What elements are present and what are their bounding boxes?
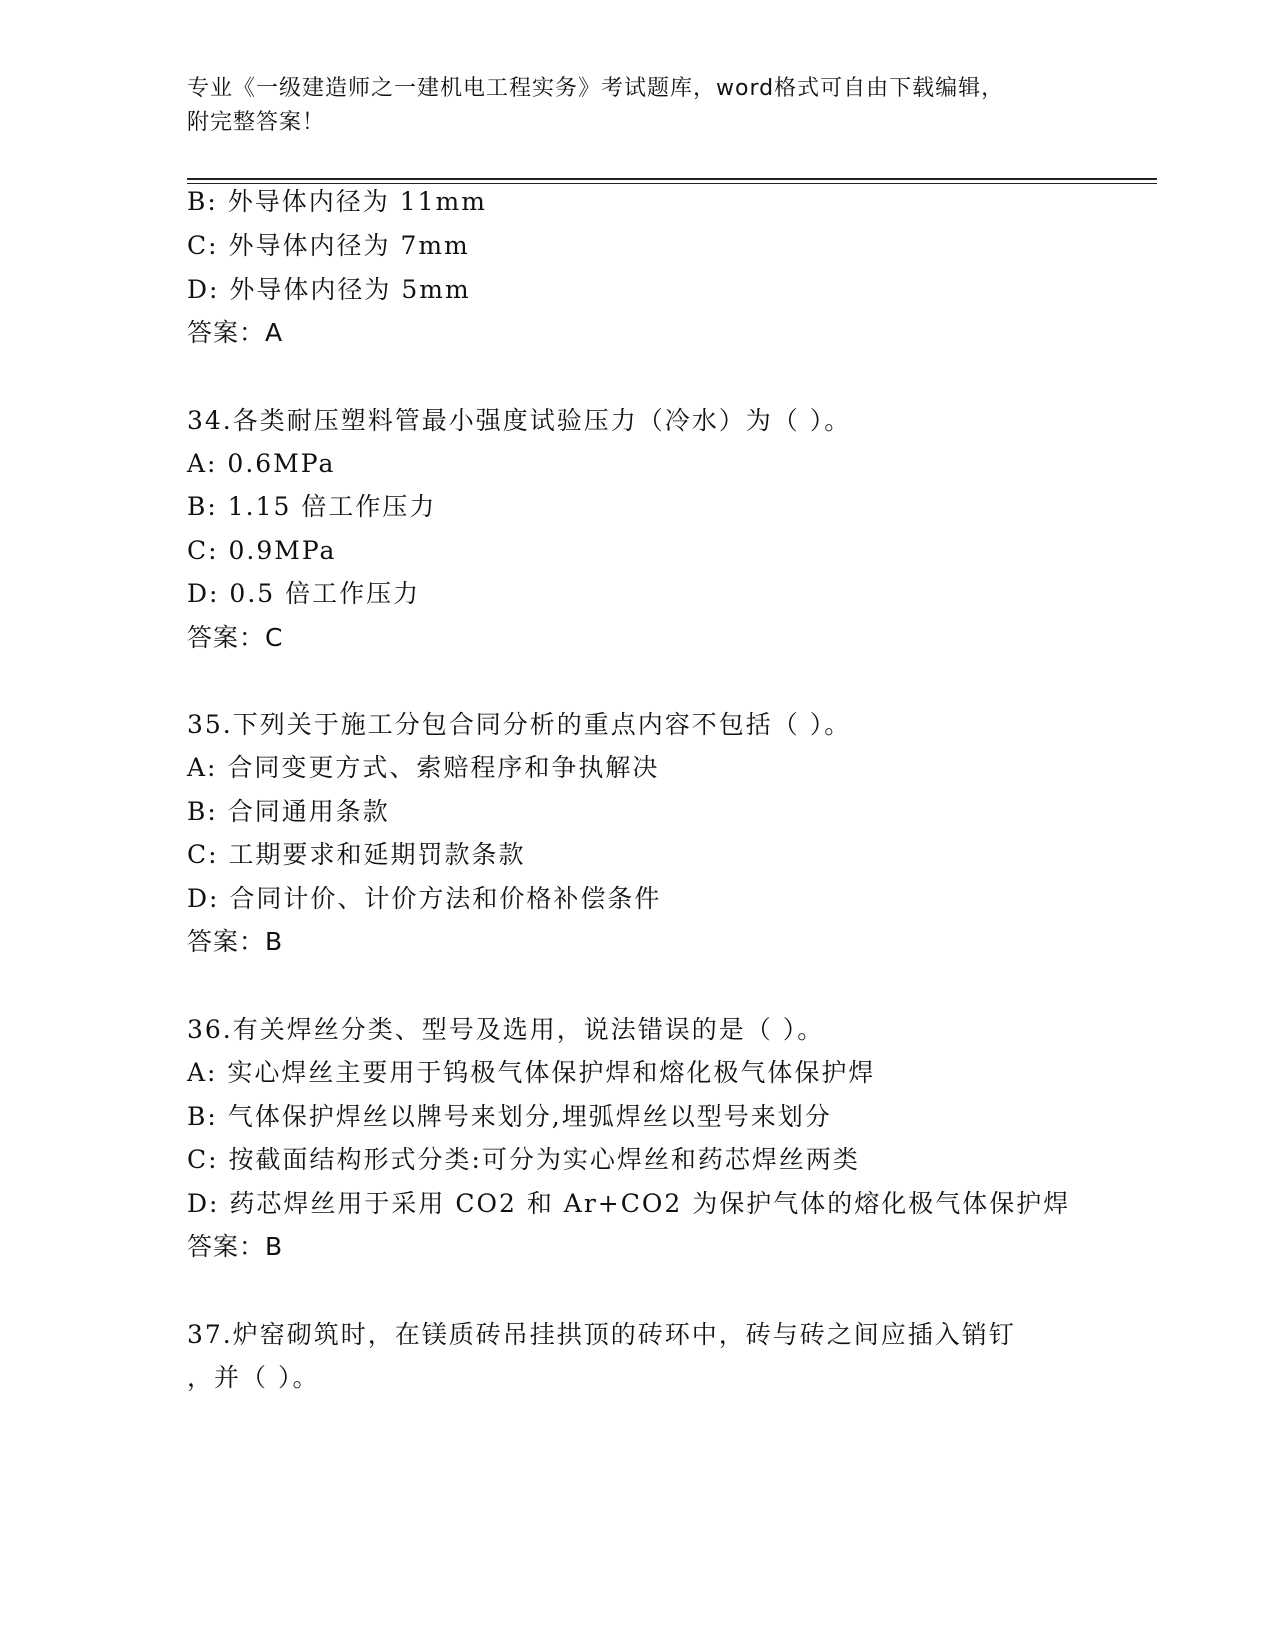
q36-option-c: C: 按截面结构形式分类:可分为实心焊丝和药芯焊丝两类 [187, 1145, 860, 1174]
q33-option-b: B: 外导体内径为 11mm [187, 187, 487, 216]
q36-option-a: A: 实心焊丝主要用于钨极气体保护焊和熔化极气体保护焊 [187, 1058, 876, 1087]
q34-option-a: A: 0.6MPa [187, 449, 336, 478]
document-header [187, 72, 1087, 140]
q35-option-a: A: 合同变更方式、索赔程序和争执解决 [187, 753, 660, 782]
q36-stem: 36.有关焊丝分类、型号及选用，说法错误的是（ ）。 [187, 1015, 825, 1044]
q34-stem: 34.各类耐压塑料管最小强度试验压力（冷水）为（ ）。 [187, 406, 852, 435]
q36-answer: 答案：B [187, 1232, 284, 1261]
q37-stem-line-2: ，并（ ）。 [187, 1363, 320, 1392]
q35-option-b: B: 合同通用条款 [187, 797, 390, 826]
q34-option-c: C: 0.9MPa [187, 536, 337, 565]
q34-option-b: B: 1.15 倍工作压力 [187, 492, 437, 521]
q35-option-d: D: 合同计价、计价方法和价格补偿条件 [187, 884, 662, 913]
q33-answer: 答案：A [187, 318, 284, 347]
q35-stem: 35.下列关于施工分包合同分析的重点内容不包括（ ）。 [187, 710, 852, 739]
q33-option-d: D: 外导体内径为 5mm [187, 275, 471, 304]
q34-answer: 答案：C [187, 623, 284, 652]
q35-answer: 答案：B [187, 927, 284, 956]
header-line-2: 附完整答案！ [187, 110, 326, 135]
q35-option-c: C: 工期要求和延期罚款条款 [187, 840, 526, 869]
q36-option-b: B: 气体保护焊丝以牌号来划分,埋弧焊丝以型号来划分 [187, 1102, 832, 1131]
header-line-1: 专业《一级建造师之一建机电工程实务》考试题库，word格式可自由下载编辑， [187, 76, 1005, 101]
q34-option-d: D: 0.5 倍工作压力 [187, 579, 421, 608]
q37-stem-line-1: 37.炉窑砌筑时，在镁质砖吊挂拱顶的砖环中，砖与砖之间应插入销钉 [187, 1320, 1016, 1349]
q33-option-c: C: 外导体内径为 7mm [187, 231, 470, 260]
q36-option-d: D: 药芯焊丝用于采用 CO2 和 Ar+CO2 为保护气体的熔化极气体保护焊 [187, 1189, 1071, 1218]
